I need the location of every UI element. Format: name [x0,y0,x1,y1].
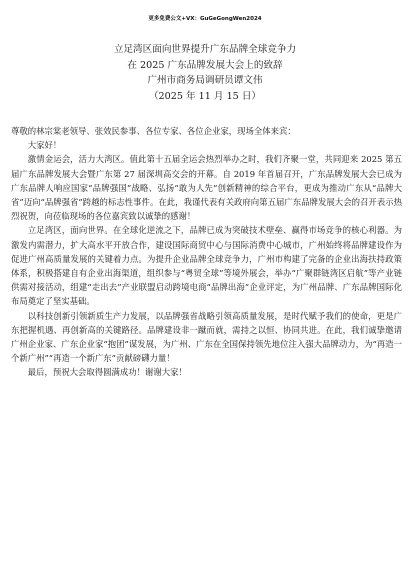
salutation: 尊敬的林宗棠老领导、张效民参事、各位专家、各位企业家，现场全体来宾： [11,126,296,136]
speech-body [11,124,402,380]
greeting-line: 大家好！ [27,140,62,151]
closing-paragraph: 最后，预祝大会取得圆满成功！谢谢大家！ [27,367,187,378]
speech-subtitle: 在 2025 广东品牌发展大会上的致辞 [127,59,283,71]
speech-title: 立足湾区面向世界提升广东品牌全球竞争力 [113,44,297,55]
title-block [0,42,410,104]
paragraph-1: 激情金运会，活力大湾区。值此第十五届全运会热烈举办之时，我们齐聚一堂，共同迎来 2025 第五届广东品牌发展大会暨广东第 27 届深圳高交会的开幕。自 2019 年首届召开，广东品牌发展大会已成为广东品牌人响应国家“品牌强国”战略、弘扬“敢为人先”创新精神的综合平台，更成为推动广东从“品牌大省”迈向“品牌强省”跨越的标志性事件。在此，我谨代表有关政府向第五届广东品牌发展大会的召开表示热烈祝贺，向莅临现场的各位嘉宾致以诚挚的感谢！ [11,154,402,222]
speaker-name: 广州市商务局调研员谭文伟 [147,75,263,86]
paragraph-2: 立足湾区，面向世界。在全球化逆流之下，品牌已成为突破技术壁垒、赢得市场竞争的核心利器。为激发内需潜力，扩大高水平开放合作，建设国际商贸中心与国际消费中心城市，广州始终将品牌建设作为促进广州高质量发展的关键着力点。为提升企业品牌全球竞争力，广州市构建了完备的企业出海扶持政策体系，积极搭建自有企业出海渠道，组织参与“粤贸全球”等境外展会，举办“广聚群链湾区启航”等产业链供需对接活动，组建“走出去”产业联盟启动跨境电商“品牌出海”企业评定，为广州品牌、广东品牌国际化布局奠定了坚实基础。 [11,225,402,307]
header-banner: 更多免费公文+VX：GuGeGongWen2024 [148,16,262,22]
speech-date: （2025 年 11 月 15 日） [148,90,262,102]
paragraph-3: 以科技创新引领新质生产力发展，以品牌强省战略引领高质量发展，是时代赋予我们的使命，更是广东把握机遇、再创新高的关键路径。品牌建设非一蹴而就，需持之以恒、协同共进。在此，我们诚挚邀请广州企业家、广东企业家“抱团”谋发展，为广州、广东在全国保持领先地位注入强大品牌动力，为“再造一个新广州”“再造一个新广东”贡献磅礴力量！ [11,310,402,364]
